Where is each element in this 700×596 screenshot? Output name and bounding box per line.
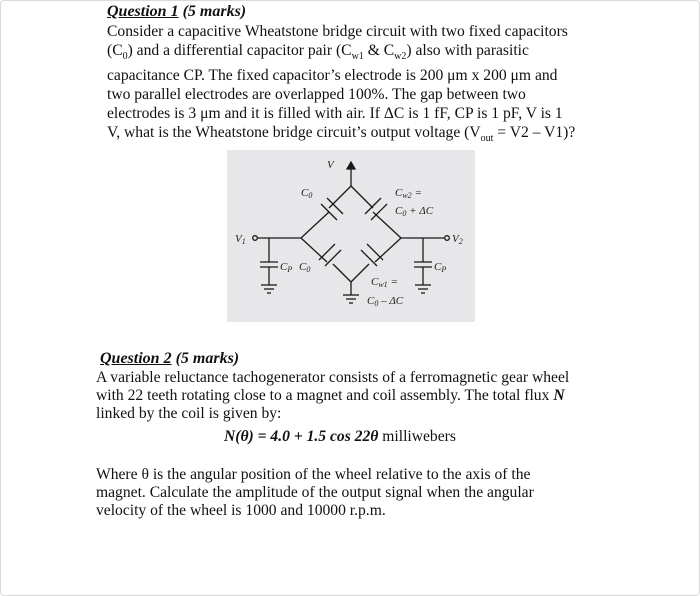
question1-line: Consider a capacitive Wheatstone bridge circuit with two fixed capacitors: [107, 23, 568, 40]
flux-formula: [224, 428, 456, 446]
question1-line: two parallel electrodes are overlapped 100%. The gap between two: [107, 86, 526, 104]
v1-terminal: [253, 236, 258, 241]
question2-text: [96, 369, 596, 423]
wire-cw1-upper: [375, 238, 401, 262]
question2-paragraph: [96, 466, 596, 520]
question1-text: [107, 22, 597, 148]
question1-heading: Question 1: [107, 3, 179, 20]
question2-line: with 22 teeth rotating close to a magnet and coil assembly. The total flux N: [96, 387, 565, 404]
question1-line: capacitance CP. The fixed capacitor’s electrode is 200 μm x 200 μm and: [107, 67, 558, 85]
question2-para-line: velocity of the wheel is 1000 and 10000 r.p.m.: [96, 502, 386, 519]
question2-title: [100, 350, 239, 368]
label-cw1-line2: C0 – ΔC: [367, 295, 404, 308]
label-c0-bottom: C0: [299, 261, 311, 274]
label-c0-top: C0: [301, 187, 313, 200]
wire-cw1-lower: [351, 264, 369, 282]
formula-expression: N(θ) = 4.0 + 1.5 cos 22θ: [224, 428, 379, 445]
label-cw2-line1: Cw2 =: [395, 187, 422, 200]
question2-marks: (5 marks): [175, 350, 240, 367]
question2-heading: Question 2: [100, 350, 172, 367]
question2-line: linked by the coil is given by:: [96, 405, 282, 422]
label-v2: V2: [452, 233, 463, 246]
wheatstone-bridge-diagram: [227, 150, 475, 322]
label-v1: V1: [235, 233, 246, 246]
label-cw2-line2: C0 + ΔC: [395, 205, 434, 218]
question1-line: electrodes is 3 μm and it is filled with air. If ΔC is 1 fF, CP is 1 pF, V is 1: [107, 105, 563, 123]
wire-c0-bottom-lower: [333, 264, 351, 282]
question2-para-line: Where θ is the angular position of the wheel relative to the axis of the: [96, 466, 531, 483]
wire-c0-top-lower: [301, 212, 329, 238]
v2-terminal: [445, 236, 450, 241]
wire-c0-top-upper: [329, 186, 351, 208]
question2-line: A variable reluctance tachogenerator consists of a ferromagnetic gear wheel: [96, 369, 570, 386]
formula-unit: milliwebers: [378, 428, 456, 445]
label-cp-right: CP: [434, 261, 447, 274]
question1-line: $(C_0)$ and a differential capacitor pair ($C_{w1}$ & $C_{w2}$) also with parasitic: [107, 42, 529, 63]
label-supply-v: V: [327, 159, 334, 171]
question1-marks: (5 marks): [182, 3, 247, 20]
wire-c0-bottom-upper: [301, 238, 327, 262]
question1-title: [107, 3, 246, 21]
label-cp-left: CP: [280, 261, 293, 274]
wire-cw2-upper: [351, 186, 373, 208]
question2-para-line: magnet. Calculate the amplitude of the output signal when the angular: [96, 484, 534, 501]
label-cw1-line1: Cw1 =: [371, 276, 398, 289]
circuit-svg: [227, 150, 475, 322]
supply-arrow-icon: [347, 162, 355, 169]
question1-line: V, what is the Wheatstone bridge circuit’s output voltage $(V_{out} = V2 - V1)$?: [107, 124, 576, 145]
